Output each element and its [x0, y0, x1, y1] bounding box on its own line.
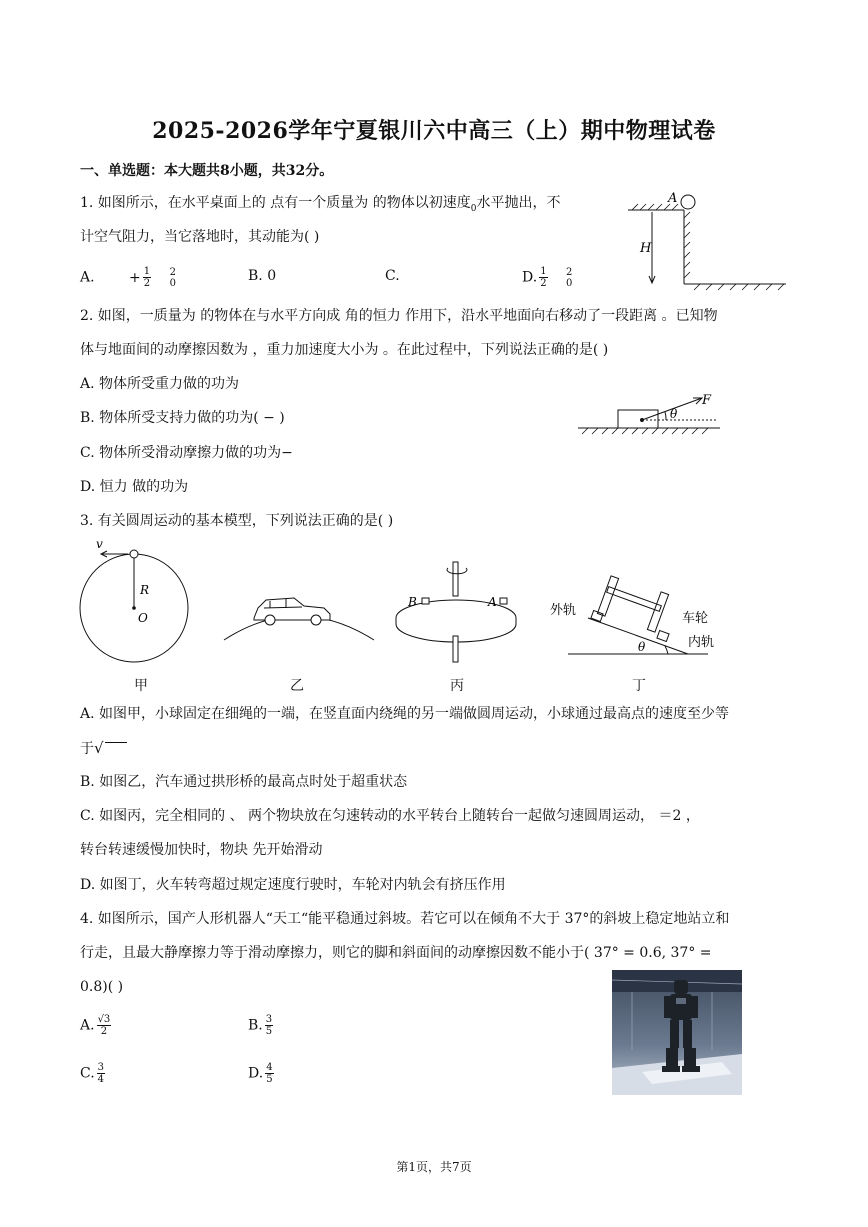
q1-option-a-plus: +	[129, 269, 141, 286]
page-footer: 第1页，共7页	[396, 1160, 472, 1174]
q1-option-d	[522, 266, 574, 289]
q3-option-a-line1: A. 如图甲，小球固定在细绳的一端，在竖直面内绕绳的另一端做圆周运动，小球通过最高点的速度至少等	[80, 706, 730, 722]
q3-option-b: B. 如图乙，汽车通过拱形桥的最高点时处于超重状态	[80, 774, 408, 790]
q2-line2: 体与地面间的动摩擦因数为 ，重力加速度大小为 。在此过程中，下列说法正确的是( )	[80, 342, 609, 358]
q4-option-d-fraction	[265, 1062, 273, 1085]
q1-option-a-label: A.	[80, 269, 95, 286]
q1-option-a-fraction	[143, 266, 151, 289]
frac-num: 1	[540, 266, 547, 277]
q3-fig-label-r: R	[140, 583, 150, 597]
q4-line3: 0.8)( )	[80, 979, 124, 995]
q4-option-d	[248, 1062, 276, 1085]
sup: 2	[566, 266, 573, 278]
q3-figure-ding	[548, 560, 728, 664]
q3-fig-label-theta: θ	[638, 640, 646, 654]
sub: 0	[169, 277, 176, 289]
page-title: 2025-2026学年宁夏银川六中高三（上）期中物理试卷	[152, 118, 716, 144]
q3-option-c-line2: 转台转速缓慢加快时，物块 先开始滑动	[80, 842, 323, 858]
frac-num: 1	[143, 266, 151, 277]
sqrt-symbol: √	[94, 739, 104, 757]
q4-option-b-fraction	[265, 1014, 273, 1037]
q4-line1: 4. 如图所示，国产人形机器人“天工“能平稳通过斜坡。若它可以在倾角不大于 37°的斜坡上稳定地站立和	[80, 911, 730, 927]
option-label: C.	[80, 1065, 95, 1082]
q1-option-a-exp	[170, 267, 176, 289]
q3-fig-label-v: v	[96, 537, 103, 551]
q3-caption-bing: 丙	[450, 678, 464, 694]
q3-fig-label-b: B	[408, 595, 417, 609]
frac-num: 3	[265, 1014, 273, 1025]
frac-den: 4	[97, 1074, 105, 1085]
q1-text-b: 水平抛出，不	[476, 195, 561, 211]
option-label: A.	[80, 1017, 95, 1034]
frac-num: √3	[97, 1014, 111, 1025]
q3-fig-label-outer: 外轨	[550, 603, 577, 618]
q3-fig-label-inner: 内轨	[688, 635, 715, 650]
q3-option-c-line1: C. 如图丙，完全相同的 、 两个物块放在匀速转动的水平转台上随转台一起做匀速圆周运动， ＝2 ，	[80, 808, 700, 824]
q2-fig-label-f: F	[702, 393, 712, 408]
q4-robot-photo	[612, 970, 742, 1095]
sup: 2	[169, 266, 176, 278]
q1-line2: 计空气阻力，当它落地时，其动能为( )	[80, 229, 320, 245]
frac-den: 5	[266, 1074, 273, 1085]
section-heading: 一、单选题：本大题共8小题，共32分。	[80, 163, 334, 179]
q3-option-d: D. 如图丁，火车转弯超过规定速度行驶时，车轮对内轨会有挤压作用	[80, 877, 506, 893]
q1-fig-label-h: H	[640, 241, 652, 256]
q1-option-a	[80, 266, 178, 289]
q1-option-c: C.	[385, 268, 400, 284]
q2-line1: 2. 如图，一质量为 的物体在与水平方向成 角的恒力 作用下，沿水平地面向右移动了一段距离 。已知物	[80, 308, 718, 324]
q2-option-a: A. 物体所受重力做的功为	[80, 376, 240, 392]
q3-option-a-line2	[80, 738, 127, 759]
q4-option-b	[248, 1014, 275, 1037]
frac-den: 2	[100, 1026, 108, 1037]
frac-num: 4	[266, 1062, 273, 1073]
q3-option-a-text: 于	[80, 741, 94, 757]
q3-stem: 3. 有关圆周运动的基本模型，下列说法正确的是( )	[80, 513, 394, 529]
sqrt-bar	[105, 742, 127, 757]
q2-option-b: B. 物体所受支持力做的功为( − )	[80, 410, 285, 426]
frac-num: 3	[97, 1062, 105, 1073]
q1-fig-label-a: A	[668, 191, 678, 206]
q4-option-a-fraction	[97, 1014, 112, 1037]
q4-line2: 行走，且最大静摩擦力等于滑动摩擦力，则它的脚和斜面间的动摩擦因数不能小于( 37° = 0.6, 37° =	[80, 945, 712, 961]
frac-den: 5	[265, 1026, 273, 1037]
q1-option-d-fraction	[539, 266, 547, 289]
q4-option-a	[80, 1014, 113, 1037]
frac-den: 2	[143, 278, 151, 289]
q3-fig-label-wheel: 车轮	[682, 611, 709, 626]
q2-option-d: D. 恒力 做的功为	[80, 479, 189, 495]
q1-sub0: 0	[470, 204, 477, 214]
q3-caption-yi: 乙	[290, 678, 304, 694]
q2-option-c: C. 物体所受滑动摩擦力做的功为−	[80, 445, 293, 461]
q3-caption-ding: 丁	[632, 678, 646, 694]
q1-option-d-exp	[566, 267, 572, 289]
q3-fig-label-o: O	[138, 611, 148, 625]
q1-option-d-label: D.	[522, 269, 538, 286]
option-label: D.	[248, 1065, 264, 1082]
q1-line1	[80, 193, 560, 219]
q2-fig-label-theta: θ	[670, 407, 678, 421]
q3-fig-label-a: A	[488, 595, 497, 609]
q4-option-c-fraction	[97, 1062, 105, 1085]
sub: 0	[566, 277, 573, 289]
q3-figure-jia	[76, 536, 202, 666]
frac-den: 2	[540, 278, 547, 289]
q4-option-c	[80, 1062, 107, 1085]
q3-figure-bing	[388, 556, 524, 666]
q1-figure-cliff	[622, 188, 792, 292]
q2-figure-block	[574, 388, 724, 442]
q1-text-a: 1. 如图所示，在水平桌面上的 点有一个质量为 的物体以初速度	[80, 195, 471, 211]
option-label: B.	[248, 1017, 263, 1034]
q3-figure-yi	[220, 586, 378, 646]
q1-option-b: B. 0	[248, 268, 277, 284]
q3-caption-jia: 甲	[134, 678, 148, 694]
